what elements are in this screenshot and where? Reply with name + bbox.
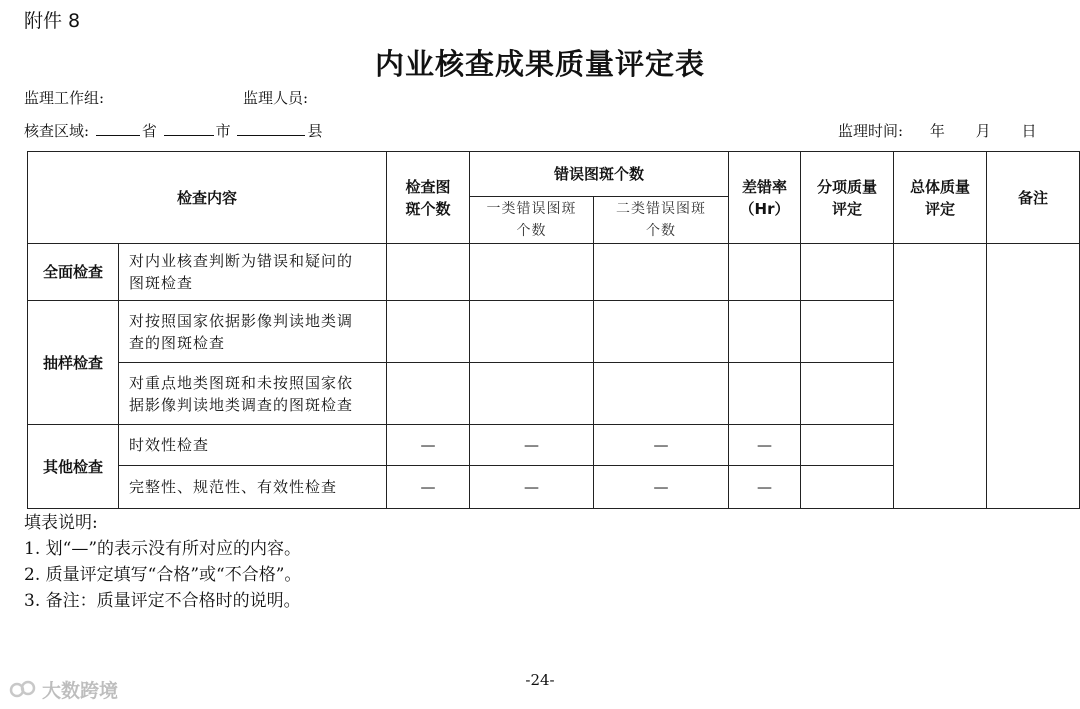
area-label: 核查区域:: [24, 122, 90, 140]
cell-type1: [470, 363, 594, 425]
header-item-quality: 分项质量 评定: [801, 152, 894, 244]
header-overall-quality: 总体质量 评定: [894, 152, 987, 244]
cell-overall-quality: [894, 244, 987, 509]
supervision-group-label: 监理工作组:: [24, 89, 105, 107]
cell-rate: [729, 301, 801, 363]
attachment-label: 附件 8: [24, 10, 81, 32]
dash-mark: —: [470, 425, 594, 466]
dash-mark: —: [594, 466, 729, 509]
supervision-time-row: [838, 120, 1036, 141]
month-unit: 月: [975, 122, 991, 140]
supervisor-label: 监理人员:: [243, 89, 309, 107]
watermark-logo-icon: [8, 679, 38, 701]
header-check-content: 检查内容: [28, 152, 387, 244]
cell-type2: [594, 301, 729, 363]
cell-type2: [594, 244, 729, 301]
county-blank: [237, 121, 305, 136]
row-description: 对重点地类图斑和未按照国家依 据影像判读地类调查的图斑检查: [119, 363, 387, 425]
cell-rate: [729, 363, 801, 425]
header-check-count: 检查图 斑个数: [387, 152, 470, 244]
quality-assessment-table: [27, 151, 1080, 509]
category-sample-check: 抽样检查: [28, 301, 119, 425]
year-unit: 年: [929, 122, 945, 140]
cell-item-quality: [801, 301, 894, 363]
row-description: 时效性检查: [119, 425, 387, 466]
row-description: 对内业核查判断为错误和疑问的 图斑检查: [119, 244, 387, 301]
county-unit: 县: [307, 122, 323, 140]
cell-item-quality: [801, 425, 894, 466]
city-unit: 市: [215, 122, 231, 140]
row-description: 对按照国家依据影像判读地类调 查的图斑检查: [119, 301, 387, 363]
inspection-area-row: [24, 120, 322, 141]
row-description: 完整性、规范性、有效性检查: [119, 466, 387, 509]
watermark-text: 大数跨境: [42, 680, 119, 702]
notes-heading: 填表说明:: [24, 513, 98, 533]
cell-type2: [594, 363, 729, 425]
category-other-check: 其他检查: [28, 425, 119, 509]
dash-mark: —: [729, 425, 801, 466]
cell-remark: [987, 244, 1080, 509]
dash-mark: —: [470, 466, 594, 509]
note-item: 3. 备注：质量评定不合格时的说明。: [24, 591, 301, 611]
note-item: 2. 质量评定填写“合格”或“不合格”。: [24, 565, 302, 585]
cell-type1: [470, 244, 594, 301]
day-unit: 日: [1021, 122, 1037, 140]
form-notes: [24, 510, 301, 614]
province-blank: [96, 121, 140, 136]
cell-check-count: [387, 244, 470, 301]
header-type1-error: 一类错误图斑 个数: [470, 197, 594, 244]
cell-item-quality: [801, 363, 894, 425]
city-blank: [164, 121, 214, 136]
cell-check-count: [387, 363, 470, 425]
cell-type1: [470, 301, 594, 363]
cell-rate: [729, 244, 801, 301]
header-error-rate: 差错率 （Hr）: [729, 152, 801, 244]
note-item: 1. 划“—”的表示没有所对应的内容。: [24, 539, 302, 559]
category-full-check: 全面检查: [28, 244, 119, 301]
cell-item-quality: [801, 244, 894, 301]
dash-mark: —: [729, 466, 801, 509]
time-label: 监理时间:: [838, 122, 904, 140]
cell-item-quality: [801, 466, 894, 509]
dash-mark: —: [387, 425, 470, 466]
header-error-count: 错误图斑个数: [470, 152, 729, 197]
province-unit: 省: [141, 122, 157, 140]
header-type2-error: 二类错误图斑 个数: [594, 197, 729, 244]
cell-check-count: [387, 301, 470, 363]
dash-mark: —: [594, 425, 729, 466]
table-row: [28, 244, 1080, 301]
dash-mark: —: [387, 466, 470, 509]
header-remark: 备注: [987, 152, 1080, 244]
watermark: [8, 676, 118, 703]
page-title: 内业核查成果质量评定表: [374, 47, 705, 81]
page-number: -24-: [525, 671, 555, 689]
